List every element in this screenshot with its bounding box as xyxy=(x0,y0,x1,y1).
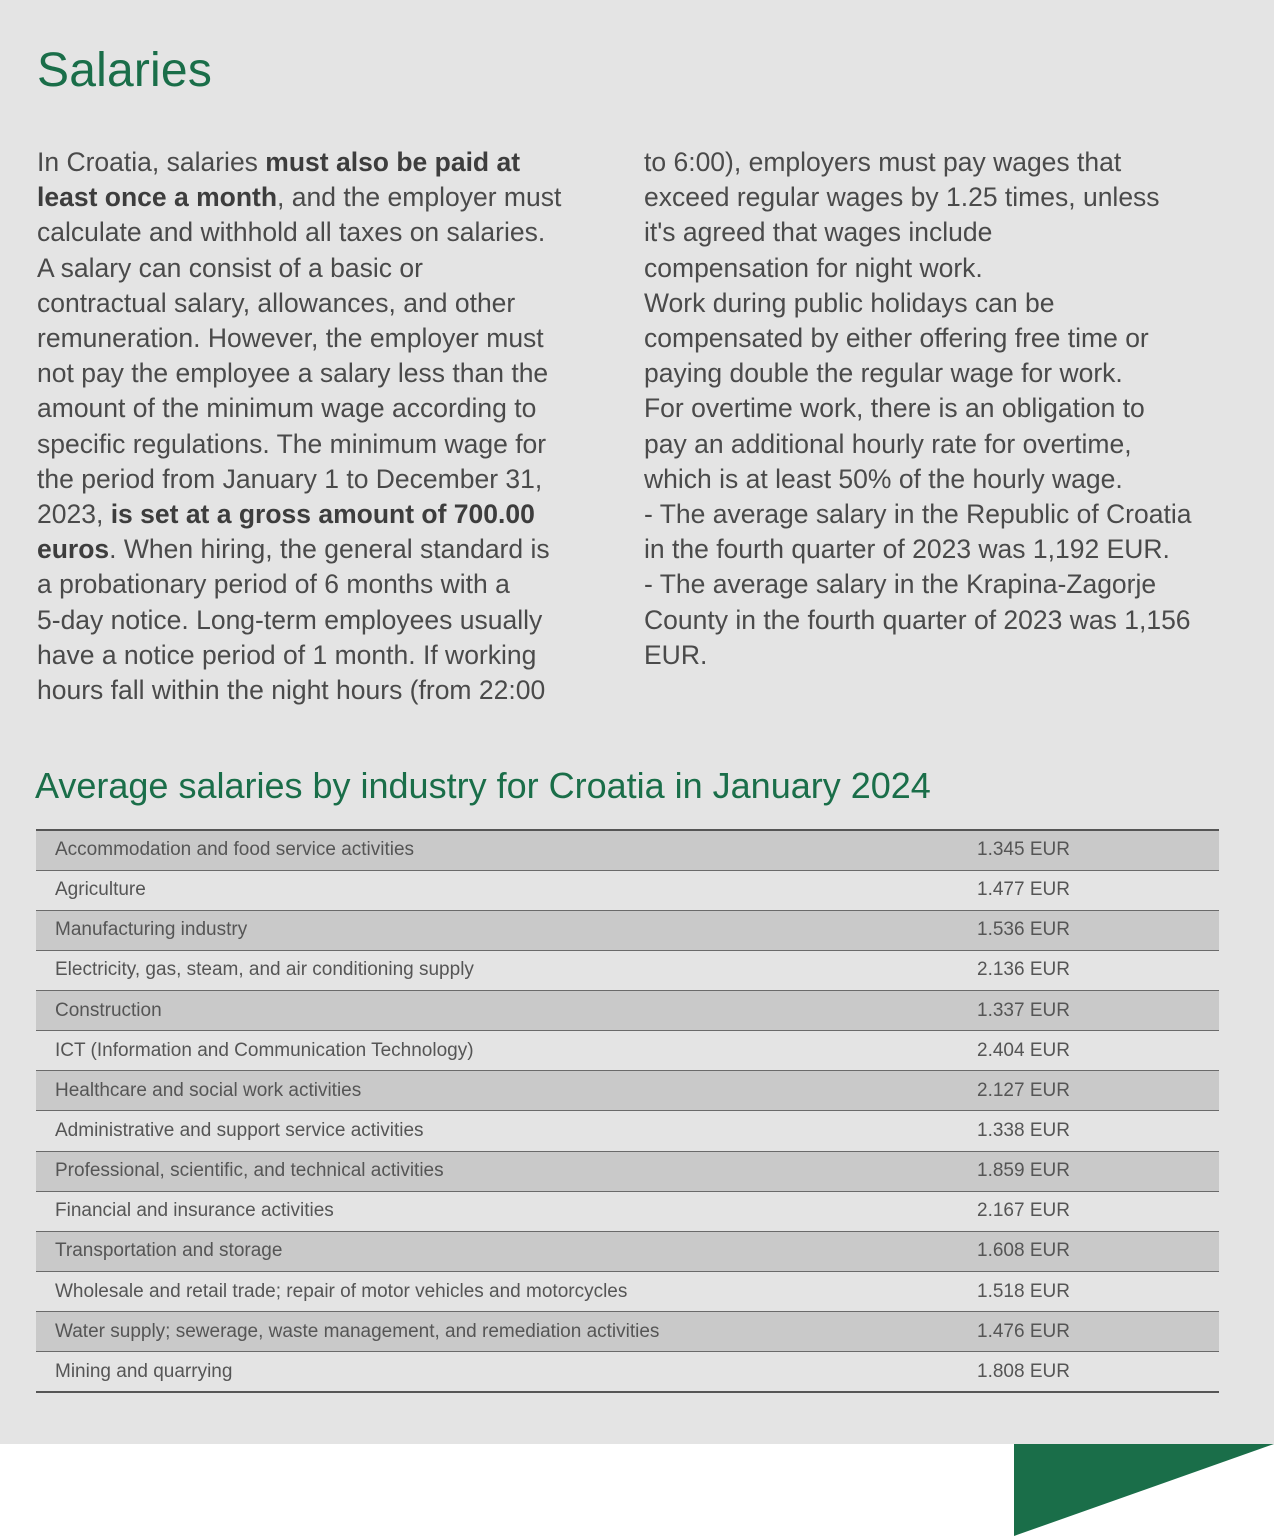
text-line xyxy=(644,251,1264,286)
industry-name-cell: Administrative and support service activities xyxy=(36,1111,977,1151)
text-segment: - The average salary in the Krapina-Zagorje xyxy=(644,569,1157,600)
average-salary-cell: 2.167 EUR xyxy=(977,1191,1219,1231)
text-line xyxy=(37,567,609,602)
table-row xyxy=(36,1151,1219,1191)
text-segment: County in the fourth quarter of 2023 was 1,156 xyxy=(644,604,1191,635)
text-line xyxy=(37,532,609,567)
average-salary-cell: 1.337 EUR xyxy=(977,991,1219,1031)
table-row xyxy=(36,1272,1219,1312)
industry-name-cell: Electricity, gas, steam, and air conditioning supply xyxy=(36,950,977,990)
text-line xyxy=(644,391,1264,426)
text-line xyxy=(37,251,609,286)
text-line xyxy=(644,427,1264,462)
salary-table-title: Average salaries by industry for Croatia in January 2024 xyxy=(35,765,931,806)
text-segment: . When hiring, the general standard is xyxy=(109,534,550,565)
industry-name-cell: Professional, scientific, and technical activities xyxy=(36,1151,977,1191)
average-salary-cell: 1.808 EUR xyxy=(977,1352,1219,1392)
industry-name-cell: Construction xyxy=(36,991,977,1031)
industry-name-cell: Transportation and storage xyxy=(36,1231,977,1271)
text-line xyxy=(37,391,609,426)
text-segment: the period from January 1 to December 31, xyxy=(37,463,543,494)
text-segment: , and the employer must xyxy=(277,182,562,213)
average-salary-cell: 2.127 EUR xyxy=(977,1071,1219,1111)
bold-text-segment: euros xyxy=(37,534,110,565)
table-row xyxy=(36,1071,1219,1111)
average-salary-cell: 2.404 EUR xyxy=(977,1031,1219,1071)
text-line xyxy=(644,532,1264,567)
text-line xyxy=(644,356,1264,391)
table-row xyxy=(36,1352,1219,1392)
text-line xyxy=(644,215,1264,250)
bold-text-segment: least once a month xyxy=(37,182,278,213)
text-segment: in the fourth quarter of 2023 was 1,192 EUR. xyxy=(644,534,1170,565)
text-line xyxy=(37,427,609,462)
salary-table-body xyxy=(36,830,1219,1392)
text-line xyxy=(37,180,609,215)
text-segment: remuneration. However, the employer must xyxy=(37,323,544,354)
text-segment: A salary can consist of a basic or xyxy=(37,252,423,283)
table-row xyxy=(36,950,1219,990)
text-line xyxy=(37,462,609,497)
text-segment: it's agreed that wages include xyxy=(644,217,993,248)
average-salary-cell: 2.136 EUR xyxy=(977,950,1219,990)
average-salary-cell: 1.338 EUR xyxy=(977,1111,1219,1151)
text-segment: hours fall within the night hours (from 22:00 xyxy=(37,675,546,706)
text-line xyxy=(644,497,1264,532)
industry-name-cell: Mining and quarrying xyxy=(36,1352,977,1392)
average-salary-cell: 1.536 EUR xyxy=(977,910,1219,950)
text-line xyxy=(37,603,609,638)
text-segment: EUR. xyxy=(644,639,708,670)
average-salary-cell: 1.477 EUR xyxy=(977,870,1219,910)
text-line xyxy=(644,145,1264,180)
text-segment: compensation for night work. xyxy=(644,252,983,283)
industry-name-cell: Agriculture xyxy=(36,870,977,910)
text-segment: paying double the regular wage for work. xyxy=(644,358,1123,389)
text-line xyxy=(644,462,1264,497)
text-segment: exceed regular wages by 1.25 times, unless xyxy=(644,182,1160,213)
industry-name-cell: Water supply; sewerage, waste management, and remediation activities xyxy=(36,1312,977,1352)
text-line xyxy=(37,145,609,180)
corner-decoration-triangle xyxy=(1014,1444,1274,1536)
text-line xyxy=(37,215,609,250)
table-row xyxy=(36,991,1219,1031)
average-salary-cell: 1.518 EUR xyxy=(977,1272,1219,1312)
text-line xyxy=(37,286,609,321)
industry-name-cell: Financial and insurance activities xyxy=(36,1191,977,1231)
text-segment: contractual salary, allowances, and other xyxy=(37,287,516,318)
text-segment: 5-day notice. Long-term employees usually xyxy=(37,604,543,635)
text-line xyxy=(644,180,1264,215)
industry-name-cell: Manufacturing industry xyxy=(36,910,977,950)
average-salary-cell: 1.476 EUR xyxy=(977,1312,1219,1352)
text-segment: Work during public holidays can be xyxy=(644,287,1055,318)
text-line xyxy=(644,321,1264,356)
table-row xyxy=(36,1191,1219,1231)
text-line xyxy=(644,286,1264,321)
table-row xyxy=(36,1231,1219,1271)
text-line xyxy=(37,673,609,708)
text-line xyxy=(37,356,609,391)
text-segment: to 6:00), employers must pay wages that xyxy=(644,147,1122,177)
table-row xyxy=(36,830,1219,870)
text-segment: not pay the employee a salary less than the xyxy=(37,358,549,389)
intro-text-left-column xyxy=(37,145,609,708)
table-row xyxy=(36,1312,1219,1352)
text-segment: which is at least 50% of the hourly wage. xyxy=(644,463,1123,494)
bold-text-segment: must also be paid at xyxy=(265,147,521,177)
text-segment: For overtime work, there is an obligation to xyxy=(644,393,1145,424)
text-segment: a probationary period of 6 months with a xyxy=(37,569,510,600)
text-line xyxy=(644,638,1264,673)
table-row xyxy=(36,1111,1219,1151)
average-salary-cell: 1.608 EUR xyxy=(977,1231,1219,1271)
text-segment: pay an additional hourly rate for overtime, xyxy=(644,428,1132,459)
text-segment: In Croatia, salaries xyxy=(37,147,266,177)
text-line xyxy=(644,567,1264,602)
industry-name-cell: Healthcare and social work activities xyxy=(36,1071,977,1111)
industry-name-cell: Accommodation and food service activities xyxy=(36,830,977,870)
text-line xyxy=(37,321,609,356)
table-row xyxy=(36,910,1219,950)
text-segment: - The average salary in the Republic of Croatia xyxy=(644,499,1192,530)
text-segment: have a notice period of 1 month. If working xyxy=(37,639,537,670)
text-line xyxy=(37,497,609,532)
text-segment: 2023, xyxy=(37,499,111,530)
text-segment: compensated by either offering free time or xyxy=(644,323,1149,354)
table-row xyxy=(36,1031,1219,1071)
average-salary-cell: 1.345 EUR xyxy=(977,830,1219,870)
industry-name-cell: Wholesale and retail trade; repair of motor vehicles and motorcycles xyxy=(36,1272,977,1312)
intro-text-right-column xyxy=(644,145,1264,673)
section-title: Salaries xyxy=(37,44,213,97)
text-segment: specific regulations. The minimum wage for xyxy=(37,428,547,459)
bold-text-segment: is set at a gross amount of 700.00 xyxy=(110,499,535,530)
text-segment: calculate and withhold all taxes on salaries. xyxy=(37,217,546,248)
text-line xyxy=(644,603,1264,638)
salary-table xyxy=(36,829,1219,1393)
table-row xyxy=(36,870,1219,910)
average-salary-cell: 1.859 EUR xyxy=(977,1151,1219,1191)
text-line xyxy=(37,638,609,673)
industry-name-cell: ICT (Information and Communication Technology) xyxy=(36,1031,977,1071)
text-segment: amount of the minimum wage according to xyxy=(37,393,537,424)
